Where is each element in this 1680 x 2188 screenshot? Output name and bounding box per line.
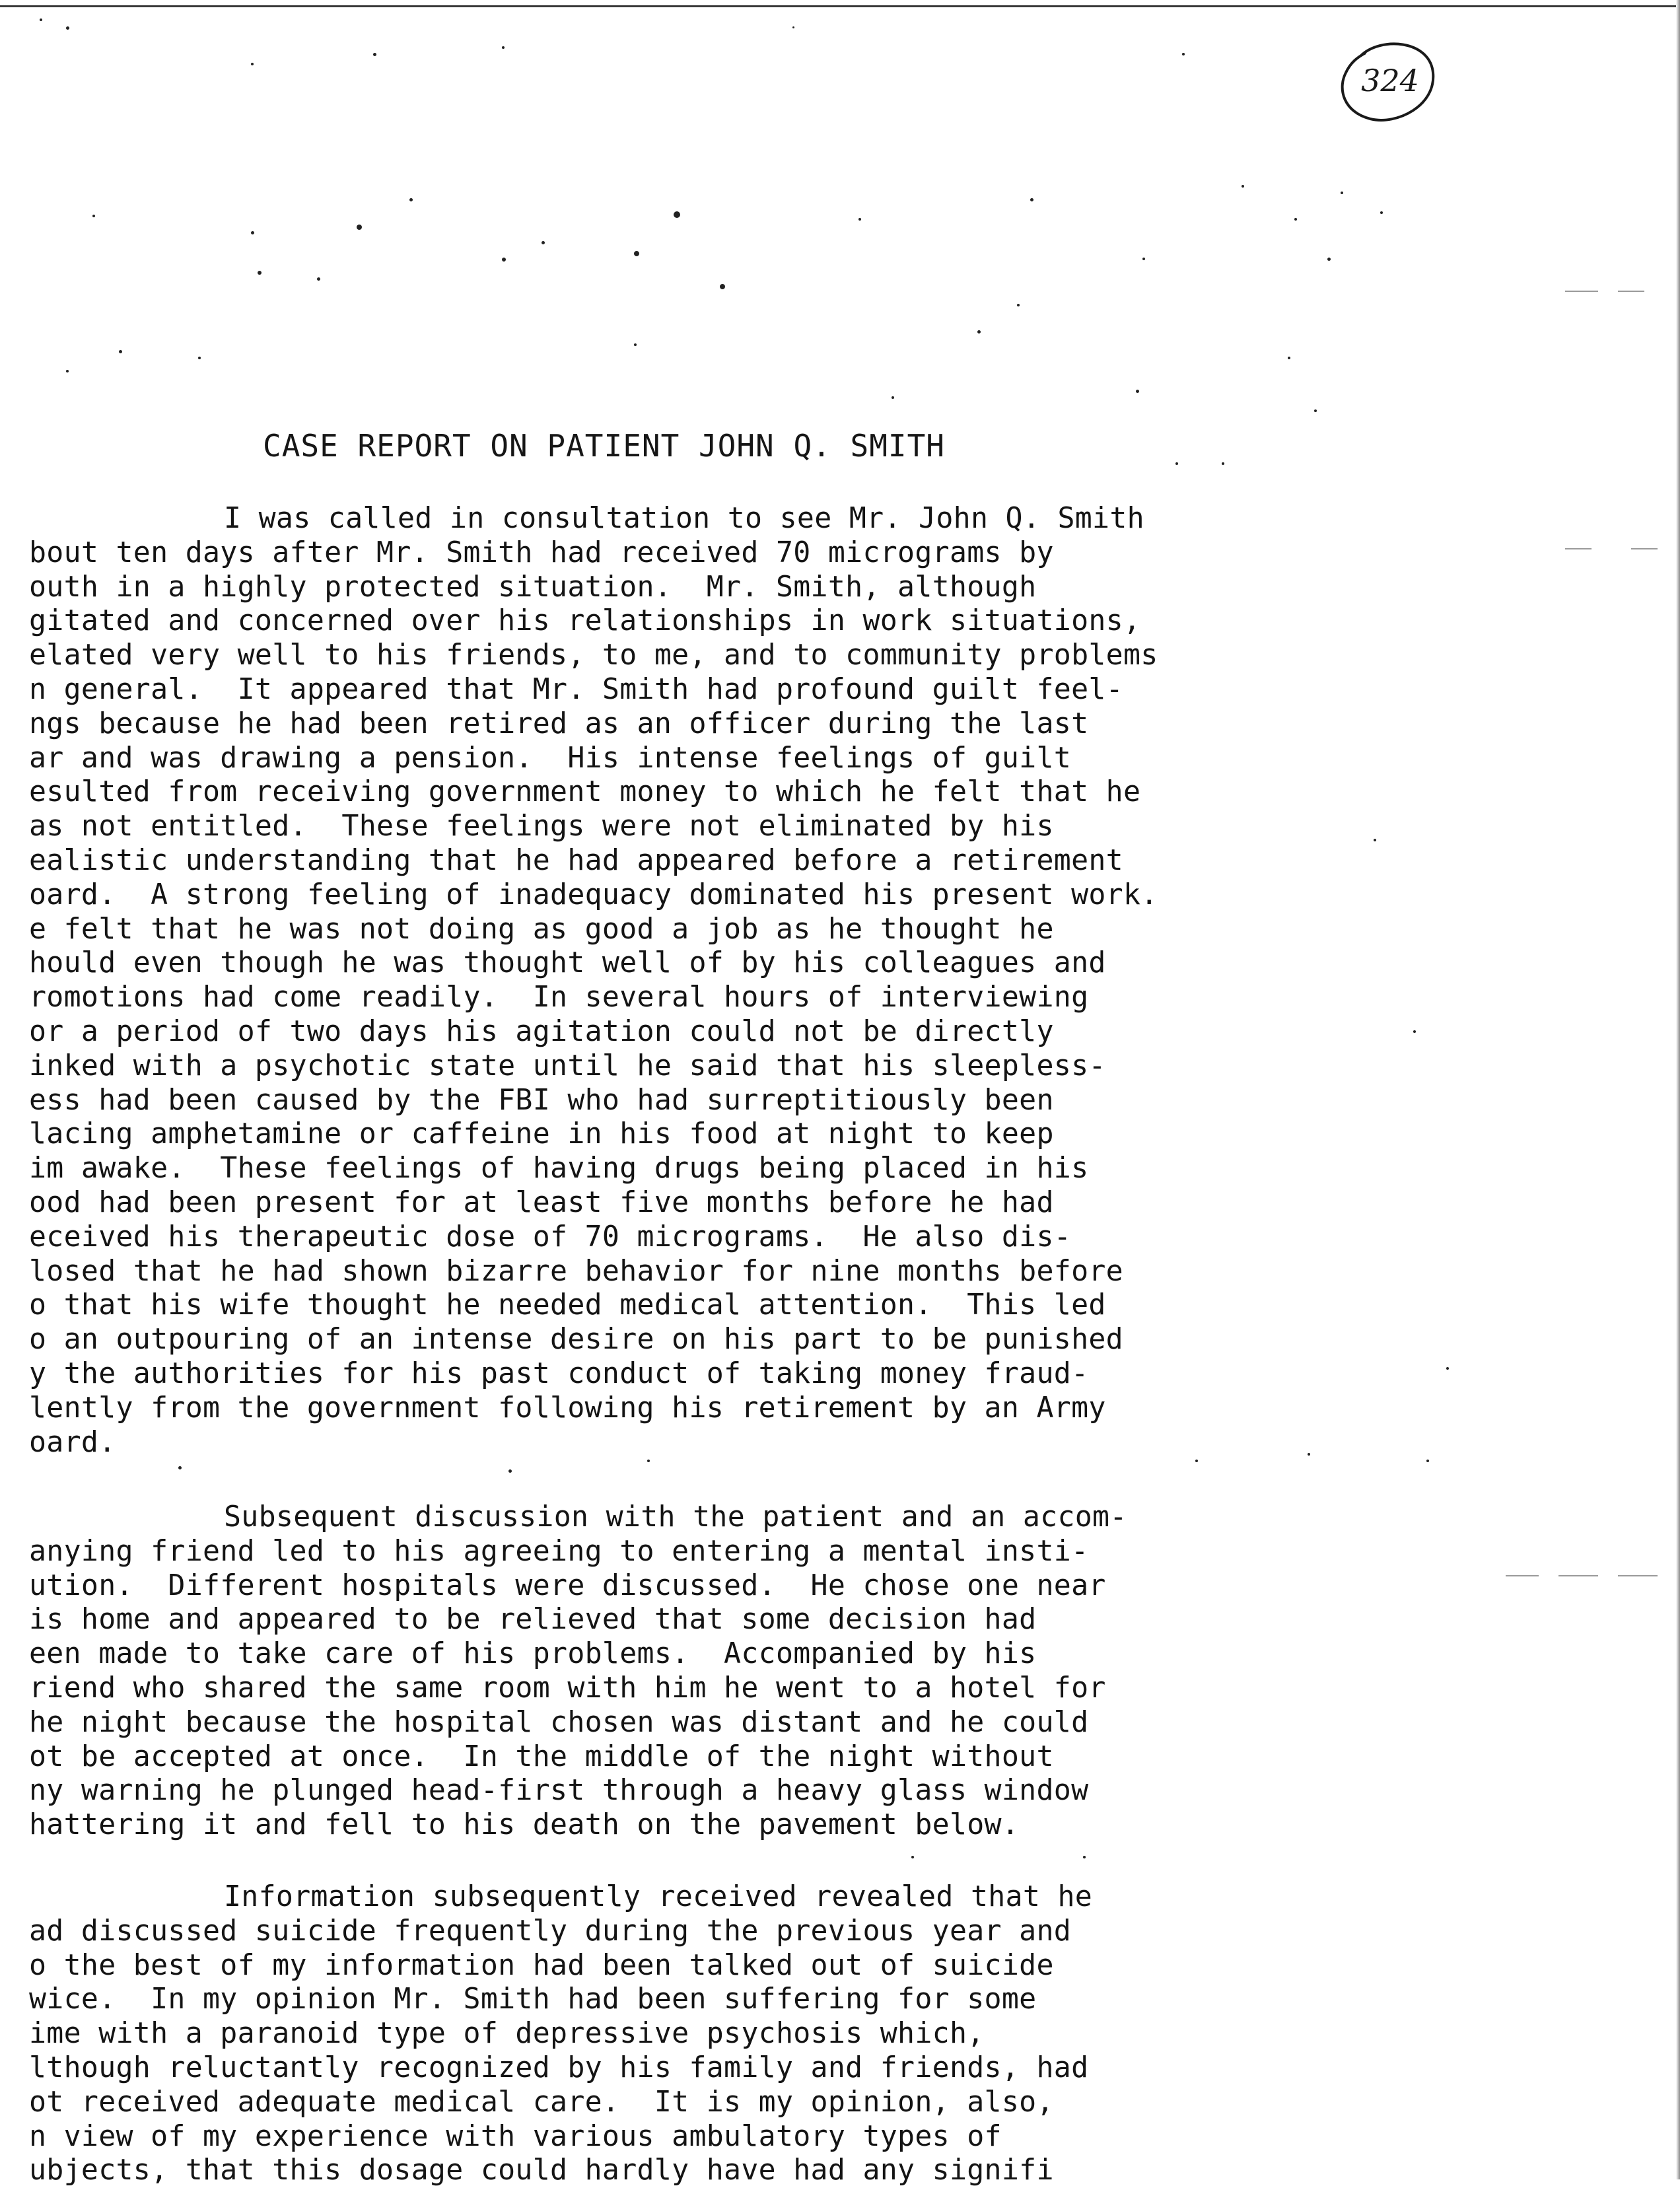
text-line: eceived his therapeutic dose of 70 micrograms. He also dis- [29,1220,1072,1253]
text-line: outh in a highly protected situation. Mr. Smith, although [29,570,1037,604]
text-line: oard. A strong feeling of inadequacy dominated his present work. [29,878,1158,911]
text-line: een made to take care of his problems. Accompanied by his [29,1637,1037,1671]
text-line: riend who shared the same room with him he went to a hotel for [29,1671,1106,1705]
speck [1136,390,1139,393]
text-line: ess had been caused by the FBI who had surreptitiously been [29,1083,1054,1117]
text-line: o the best of my information had been talked out of suicide [29,1948,1054,1982]
speck [317,277,320,281]
speck [40,18,42,21]
speck [892,396,894,399]
speck [977,330,981,334]
margin-mark [1558,1575,1598,1576]
text-line: he night because the hospital chosen was distant and he could [29,1705,1089,1739]
speck [1030,198,1033,201]
speck [1222,462,1224,465]
margin-mark [1631,548,1658,549]
speck [1017,304,1020,306]
speck [357,225,362,230]
text-line: ot received adequate medical care. It is my opinion, also, [29,2085,1054,2119]
speck [1341,192,1343,194]
text-line: e felt that he was not doing as good a job as he thought he [29,912,1054,946]
text-line: Information subsequently received revealed that he [224,1880,1093,1913]
speck [1374,839,1376,841]
speck [634,343,637,346]
speck [542,241,545,244]
text-line: ad discussed suicide frequently during the previous year and [29,1914,1072,1948]
text-line: y the authorities for his past conduct of taking money fraud- [29,1357,1089,1390]
margin-mark [1565,291,1598,292]
text-line: im awake. These feelings of having drugs being placed in his [29,1152,1089,1185]
page-number-text: 324 [1361,63,1419,98]
speck [66,370,69,372]
speck [502,258,506,262]
speck [647,1460,650,1462]
speck [792,26,794,28]
speck [1380,211,1383,214]
speck [1175,462,1178,465]
speck [178,1466,182,1469]
text-line: ar and was drawing a pension. His intense feelings of guilt [29,741,1072,775]
text-line: gitated and concerned over his relationships in work situations, [29,604,1141,638]
speck [373,53,376,56]
text-line: n general. It appeared that Mr. Smith had profound guilt feel- [29,672,1123,706]
text-line: ngs because he had been retired as an officer during the last [29,707,1089,740]
speck [1242,185,1244,188]
margin-mark [1565,548,1592,549]
speck [911,1856,914,1858]
speck [508,1469,512,1473]
report-title: CASE REPORT ON PATIENT JOHN Q. SMITH [263,428,945,464]
text-line: lthough reluctantly recognized by his family and friends, had [29,2051,1089,2084]
page-edge-shadow [1676,0,1680,2179]
paragraph-1 [29,502,1429,1460]
speck [1083,1856,1086,1858]
text-line: losed that he had shown bizarre behavior for nine months before [29,1254,1123,1288]
text-line: is home and appeared to be relieved that some decision had [29,1603,1037,1637]
text-line: wice. In my opinion Mr. Smith had been suffering for some [29,1983,1037,2016]
speck [1413,1030,1416,1033]
speck [1327,258,1331,261]
text-line: ot be accepted at once. In the middle of the night without [29,1740,1054,1773]
text-line: Subsequent discussion with the patient and an accom- [224,1500,1127,1534]
text-line: lently from the government following his retirement by an Army [29,1391,1106,1425]
text-line: n view of my experience with various ambulatory types of [29,2119,1002,2153]
text-line: ution. Different hospitals were discussed. He chose one near [29,1569,1106,1602]
text-line: ny warning he plunged head-first through a heavy glass window [29,1774,1089,1808]
speck [251,231,254,234]
speck [1195,1460,1198,1462]
text-line: esulted from receiving government money to which he felt that he [29,775,1141,809]
text-line: elated very well to his friends, to me, and to community problems [29,639,1158,672]
text-line: hould even though he was thought well of by his colleagues and [29,946,1106,980]
speck [92,215,95,217]
handwritten-page-number [1334,36,1440,129]
speck [251,63,254,65]
text-line: ealistic understanding that he had appeared before a retirement [29,843,1123,877]
speck [634,251,639,256]
text-line: anying friend led to his agreeing to entering a mental insti- [29,1534,1089,1568]
text-line: o that his wife thought he needed medical attention. This led [29,1288,1106,1322]
speck [198,357,201,359]
text-line: ood had been present for at least five months before he had [29,1185,1054,1219]
text-line: ubjects, that this dosage could hardly have had any signifi [29,2154,1054,2187]
speck [1314,409,1317,412]
text-line: oard. [29,1425,116,1459]
top-border-line [0,5,1680,7]
speck [858,218,861,221]
speck [1426,1460,1429,1462]
text-line: ime with a paranoid type of depressive psychosis which, [29,2017,985,2051]
paragraph-3 [29,1880,1429,2188]
speck [1142,258,1145,260]
text-line: o an outpouring of an intense desire on his part to be punished [29,1323,1123,1357]
speck [1182,53,1185,55]
text-line: inked with a psychotic state until he said that his sleepless- [29,1049,1106,1082]
speck [1308,1453,1310,1456]
speck [1288,357,1290,359]
margin-mark [1618,1575,1658,1576]
speck [674,211,680,218]
speck [409,198,413,201]
speck [502,46,505,49]
margin-mark [1618,291,1644,292]
speck [1294,218,1297,221]
text-line: lacing amphetamine or caffeine in his food at night to keep [29,1117,1054,1151]
text-line: romotions had come readily. In several hours of interviewing [29,981,1089,1014]
text-line: bout ten days after Mr. Smith had received 70 micrograms by [29,536,1054,569]
paragraph-2 [29,1500,1429,1843]
text-line: as not entitled. These feelings were not eliminated by his [29,810,1054,843]
text-line: I was called in consultation to see Mr. John Q. Smith [224,502,1144,535]
margin-mark [1506,1575,1539,1576]
text-line: hattering it and fell to his death on the pavement below. [29,1808,1020,1842]
speck [258,271,262,275]
speck [1446,1367,1449,1370]
speck [720,284,725,289]
speck [119,350,122,353]
text-line: or a period of two days his agitation could not be directly [29,1014,1054,1048]
speck [66,26,69,30]
